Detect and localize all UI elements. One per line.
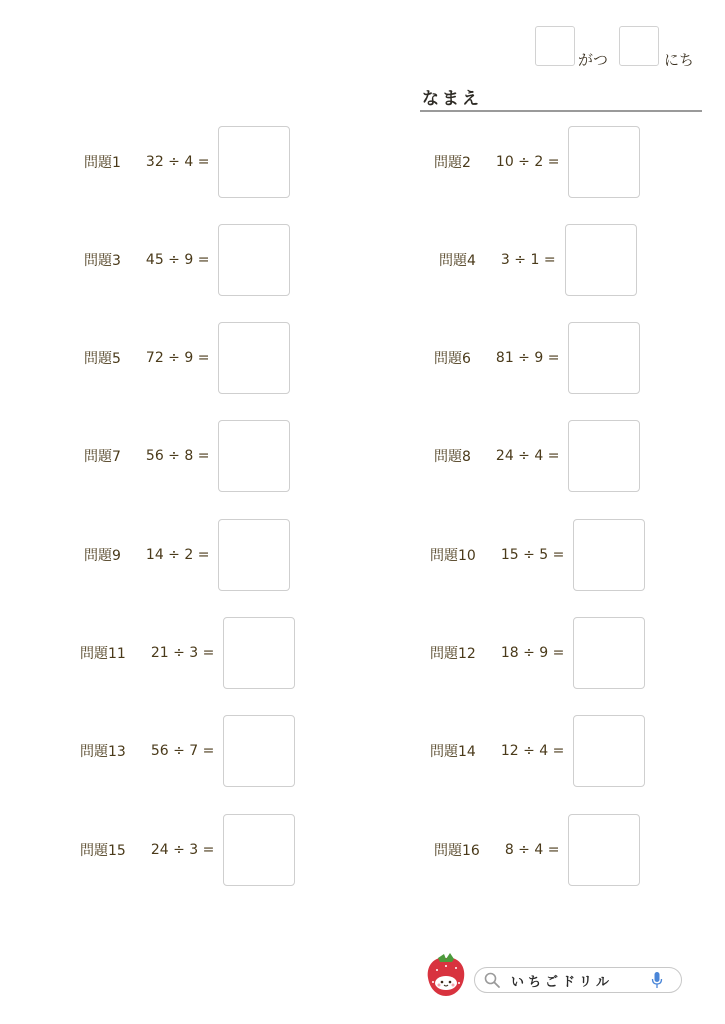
strawberry-icon — [424, 950, 468, 998]
question-expression: 21 ÷ 3 = — [150, 645, 215, 661]
question-8 — [434, 420, 640, 492]
question-2 — [434, 126, 640, 198]
question-label: 問題10 — [430, 548, 476, 564]
month-box[interactable] — [535, 26, 575, 66]
day-box[interactable] — [619, 26, 659, 66]
answer-box[interactable] — [218, 519, 290, 591]
question-label: 問題7 — [84, 449, 121, 465]
question-label: 問題2 — [434, 155, 471, 171]
question-6 — [434, 322, 640, 394]
answer-box[interactable] — [223, 715, 295, 787]
question-expression: 24 ÷ 4 = — [495, 448, 560, 464]
question-expression: 56 ÷ 8 = — [145, 448, 210, 464]
question-label: 問題3 — [84, 253, 121, 269]
question-expression: 15 ÷ 5 = — [500, 547, 565, 563]
question-13 — [80, 715, 295, 787]
day-label: にち — [664, 51, 695, 69]
question-label: 問題8 — [434, 449, 471, 465]
month-label: がつ — [578, 51, 609, 69]
question-expression: 10 ÷ 2 = — [495, 154, 560, 170]
question-15 — [80, 814, 295, 886]
question-5 — [84, 322, 290, 394]
question-14 — [430, 715, 645, 787]
question-12 — [430, 617, 645, 689]
answer-box[interactable] — [568, 814, 640, 886]
name-label: なまえ — [422, 89, 482, 109]
question-expression: 18 ÷ 9 = — [500, 645, 565, 661]
answer-box[interactable] — [218, 420, 290, 492]
question-label: 問題14 — [430, 744, 476, 760]
question-label: 問題12 — [430, 646, 476, 662]
question-label: 問題4 — [439, 253, 476, 269]
answer-box[interactable] — [218, 224, 290, 296]
question-label: 問題13 — [80, 744, 126, 760]
answer-box[interactable] — [573, 617, 645, 689]
question-expression: 56 ÷ 7 = — [150, 743, 215, 759]
question-expression: 72 ÷ 9 = — [145, 350, 210, 366]
answer-box[interactable] — [218, 126, 290, 198]
question-label: 問題5 — [84, 351, 121, 367]
answer-box[interactable] — [223, 617, 295, 689]
name-field[interactable] — [420, 110, 702, 112]
question-label: 問題11 — [80, 646, 126, 662]
question-expression: 24 ÷ 3 = — [150, 842, 215, 858]
answer-box[interactable] — [573, 715, 645, 787]
question-label: 問題16 — [434, 843, 480, 859]
brand-logo — [424, 950, 686, 1000]
answer-box[interactable] — [568, 420, 640, 492]
question-expression: 14 ÷ 2 = — [145, 547, 210, 563]
question-3 — [84, 224, 290, 296]
question-1 — [84, 126, 290, 198]
search-bar — [474, 967, 682, 993]
question-4 — [439, 224, 637, 296]
answer-box[interactable] — [568, 322, 640, 394]
question-expression: 81 ÷ 9 = — [495, 350, 560, 366]
question-10 — [430, 519, 645, 591]
microphone-icon — [651, 971, 663, 989]
question-16 — [434, 814, 640, 886]
question-11 — [80, 617, 295, 689]
question-label: 問題1 — [84, 155, 121, 171]
question-expression: 12 ÷ 4 = — [500, 743, 565, 759]
answer-box[interactable] — [223, 814, 295, 886]
search-icon — [483, 971, 501, 989]
question-expression: 32 ÷ 4 = — [145, 154, 210, 170]
question-expression: 3 ÷ 1 = — [500, 252, 556, 268]
question-7 — [84, 420, 290, 492]
question-expression: 45 ÷ 9 = — [145, 252, 210, 268]
answer-box[interactable] — [568, 126, 640, 198]
question-9 — [84, 519, 290, 591]
search-text: いちごドリル — [511, 975, 614, 990]
question-label: 問題15 — [80, 843, 126, 859]
answer-box[interactable] — [565, 224, 637, 296]
question-label: 問題6 — [434, 351, 471, 367]
question-label: 問題9 — [84, 548, 121, 564]
question-expression: 8 ÷ 4 = — [504, 842, 560, 858]
answer-box[interactable] — [218, 322, 290, 394]
answer-box[interactable] — [573, 519, 645, 591]
